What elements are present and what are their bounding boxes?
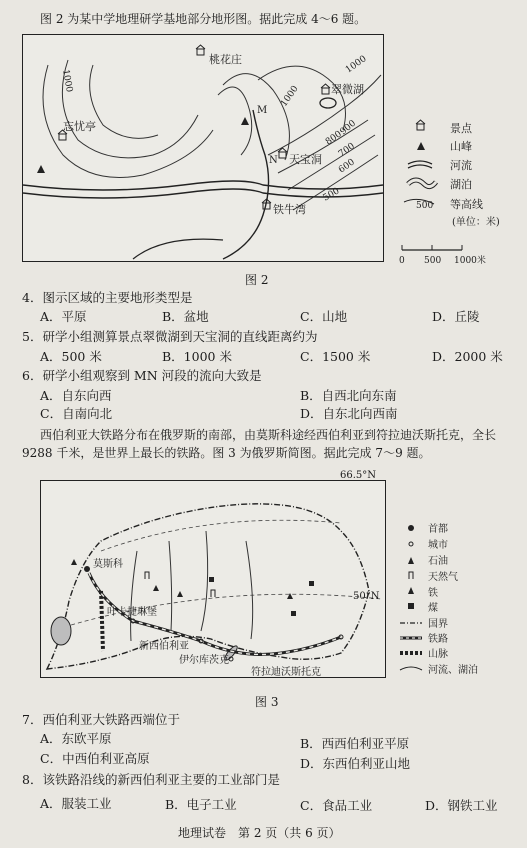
contour-label-7: 600 bbox=[336, 157, 357, 176]
figure-2-legend bbox=[390, 112, 527, 272]
lat-50: 50°N bbox=[353, 591, 380, 602]
q6-option-a[interactable]: A．自东向西 bbox=[40, 388, 112, 403]
legend-peak: 山峰 bbox=[450, 140, 472, 153]
legend-lake: 湖泊 bbox=[450, 178, 472, 191]
contour-label-5: 800 bbox=[323, 129, 344, 148]
q5-option-a[interactable]: A．500 米 bbox=[40, 349, 102, 364]
legend3-iron: 铁 bbox=[428, 588, 438, 599]
contour-label-3: 1000 bbox=[343, 54, 369, 76]
q8-option-c[interactable]: C．食品工业 bbox=[300, 798, 373, 813]
city-moscow: 莫斯科 bbox=[93, 559, 123, 570]
question-8-stem: 8．该铁路沿线的新西伯利亚主要的工业部门是 bbox=[22, 772, 280, 787]
legend-scenic: 景点 bbox=[450, 122, 472, 135]
q8-option-a[interactable]: A．服装工业 bbox=[40, 796, 112, 811]
contour-label-8: 500 bbox=[321, 186, 342, 204]
figure-2-map bbox=[22, 34, 384, 262]
q4-option-b[interactable]: B．盆地 bbox=[162, 309, 209, 324]
label-cuiweihu: 翠微湖 bbox=[331, 83, 364, 96]
label-wangyouting: 忘忧亭 bbox=[63, 120, 96, 133]
label-tieniuwan: 铁牛湾 bbox=[273, 203, 306, 216]
q8-option-d[interactable]: D．钢铁工业 bbox=[425, 798, 498, 813]
scale-500: 500 bbox=[424, 256, 442, 266]
legend3-capital: 首都 bbox=[428, 524, 448, 535]
scale-0: 0 bbox=[399, 256, 405, 266]
scale-1000: 1000米 bbox=[454, 256, 486, 266]
page-footer: 地理试卷 第 2 页（共 6 页） bbox=[178, 826, 341, 840]
city-novosibirsk: 新西伯利亚 bbox=[139, 641, 189, 652]
q5-option-d[interactable]: D．2000 米 bbox=[432, 349, 503, 364]
q6-option-d[interactable]: D．自东北向西南 bbox=[300, 406, 398, 421]
label-tianbaodong: 天宝洞 bbox=[289, 153, 322, 166]
legend3-oil: 石油 bbox=[428, 556, 448, 567]
lat-66-5: 66.5°N bbox=[340, 470, 377, 481]
legend-unit: (单位：米) bbox=[452, 217, 500, 228]
city-vladivostok: 符拉迪沃斯托克 bbox=[251, 667, 321, 677]
legend3-gas: 天然气 bbox=[428, 572, 458, 583]
legend3-mountain: 山脉 bbox=[428, 649, 448, 660]
q5-option-b[interactable]: B．1000 米 bbox=[162, 349, 232, 364]
question-6-stem: 6．研学小组观察到 MN 河段的流向大致是 bbox=[22, 368, 262, 383]
intro-text-2-line-2: 9288 千米，是世界上最长的铁路。图 3 为俄罗斯简图。据此完成 7～9 题。 bbox=[22, 446, 431, 460]
city-yekaterinburg: 叶卡捷琳堡 bbox=[107, 607, 157, 618]
q7-option-d[interactable]: D．东西伯利亚山地 bbox=[300, 756, 411, 771]
contour-label-2: 1000 bbox=[279, 84, 301, 109]
contour-label-1: 1000 bbox=[60, 68, 74, 94]
question-5-stem: 5．研学小组测算景点翠微湖到天宝洞的直线距离约为 bbox=[22, 329, 318, 344]
q4-option-a[interactable]: A．平原 bbox=[40, 309, 87, 324]
q5-option-c[interactable]: C．1500 米 bbox=[300, 349, 371, 364]
city-irkutsk: 伊尔库茨克 bbox=[179, 655, 229, 666]
legend-river: 河流 bbox=[450, 159, 472, 172]
figure-2-caption: 图 2 bbox=[245, 273, 269, 287]
label-taohuazhuang: 桃花庄 bbox=[209, 53, 242, 66]
q4-option-d[interactable]: D．丘陵 bbox=[432, 309, 480, 324]
q8-option-b[interactable]: B．电子工业 bbox=[165, 797, 237, 812]
figure-3-legend bbox=[396, 520, 527, 690]
legend3-city: 城市 bbox=[428, 540, 448, 551]
q6-option-c[interactable]: C．自南向北 bbox=[40, 406, 113, 421]
label-M: M bbox=[257, 105, 268, 116]
q4-option-c[interactable]: C．山地 bbox=[300, 309, 348, 324]
figure-3-caption: 图 3 bbox=[255, 695, 279, 709]
intro-text-2-line-1: 西伯利亚大铁路分布在俄罗斯的南部，由莫斯科途经西伯利亚到符拉迪沃斯托克，全长 bbox=[40, 428, 497, 442]
q7-option-c[interactable]: C．中西伯利亚高原 bbox=[40, 751, 150, 766]
legend3-railway: 铁路 bbox=[428, 634, 448, 645]
q6-option-b[interactable]: B．自西北向东南 bbox=[300, 388, 397, 403]
question-4-stem: 4．图示区域的主要地形类型是 bbox=[22, 290, 193, 305]
legend-contour: 等高线 bbox=[450, 198, 483, 211]
legend3-coal: 煤 bbox=[428, 603, 438, 614]
legend-contour-value: 500 bbox=[416, 201, 434, 211]
question-7-stem: 7．西伯利亚大铁路西端位于 bbox=[22, 712, 180, 727]
legend3-border: 国界 bbox=[428, 619, 448, 630]
q7-option-b[interactable]: B．西西伯利亚平原 bbox=[300, 736, 410, 751]
legend3-river-lake: 河流、湖泊 bbox=[428, 665, 478, 676]
label-N: N bbox=[269, 155, 278, 166]
intro-text-1: 图 2 为某中学地理研学基地部分地形图。据此完成 4～6 题。 bbox=[40, 12, 367, 26]
contour-label-6: 700 bbox=[336, 141, 357, 160]
contour-label-4: 900 bbox=[338, 118, 359, 138]
q7-option-a[interactable]: A．东欧平原 bbox=[40, 731, 112, 746]
figure-3-map bbox=[40, 480, 386, 678]
